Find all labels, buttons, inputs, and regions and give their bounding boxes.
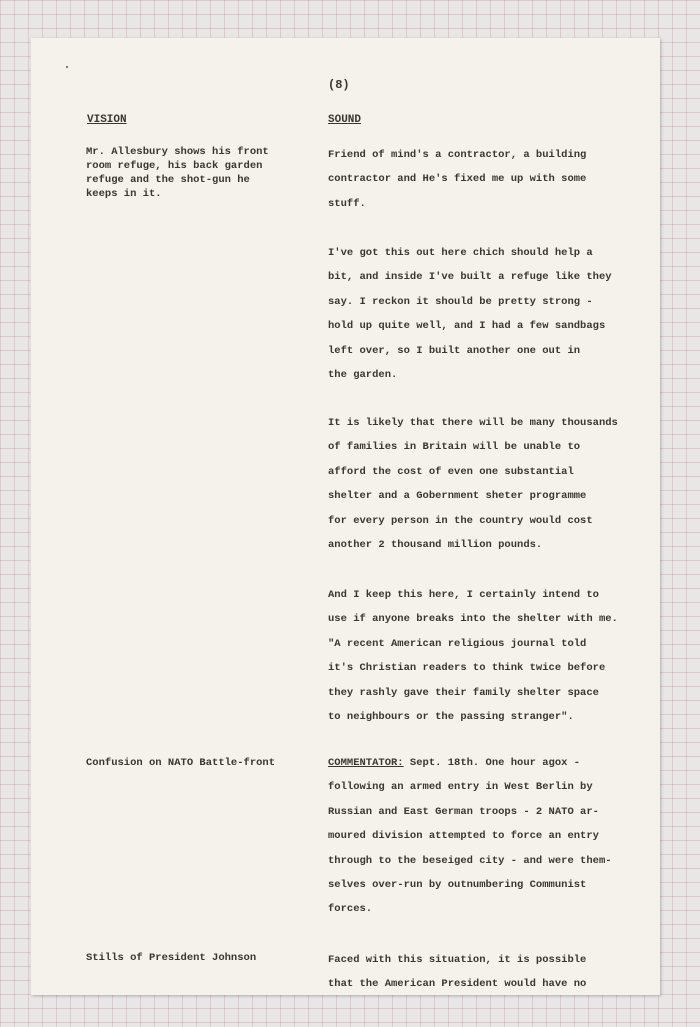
vision-allesbury: Mr. Allesbury shows his front room refuge, his back garden refuge and the shot-gun he keeps in it.	[86, 146, 269, 200]
sound-paragraph-commentator: COMMENTATOR: Sept. 18th. One hour agox - following an armed entry in West Berlin by Russian and East German troops - 2 NATO ar- moured division attempted to force an entry through to the beseiged city - and were them- selves over-run by outnumbering Communist forces.	[328, 757, 612, 916]
sound-paragraph-3: It is likely that there will be many thousands of families in Britain will be unable to afford the cost of even one substantial shelter and a Gobernment sheter programme for every person in the country would cost another 2 thousand million pounds.	[328, 417, 618, 552]
sound-paragraph-2: I've got this out here chich should help a bit, and inside I've built a refuge like they say. I reckon it should be pretty strong - hold up quite well, and I had a few sandbags left over, so I built another one out in the garden.	[328, 247, 612, 382]
vision-heading: VISION	[87, 114, 127, 126]
commentator-label: COMMENTATOR:	[328, 757, 404, 769]
vision-nato-battle-front: Confusion on NATO Battle-front	[86, 757, 276, 769]
sound-paragraph-4: And I keep this here, I certainly intend to use if anyone breaks into the shelter with me. "A recent American religious journal told it's Christian readers to think twice before they rashly gave their family shelter space to neighbours or the passing stranger".	[328, 589, 618, 724]
script-page	[31, 38, 660, 995]
paper-mark	[66, 66, 68, 68]
page-number: (8)	[328, 78, 350, 92]
sound-heading: SOUND	[328, 114, 362, 126]
vision-president-johnson: Stills of President Johnson	[86, 952, 257, 964]
sound-paragraph-1: Friend of mind's a contractor, a building contractor and He's fixed me up with some stuff.	[328, 149, 587, 210]
sound-paragraph-6: Faced with this situation, it is possible that the American President would have no	[328, 954, 587, 991]
